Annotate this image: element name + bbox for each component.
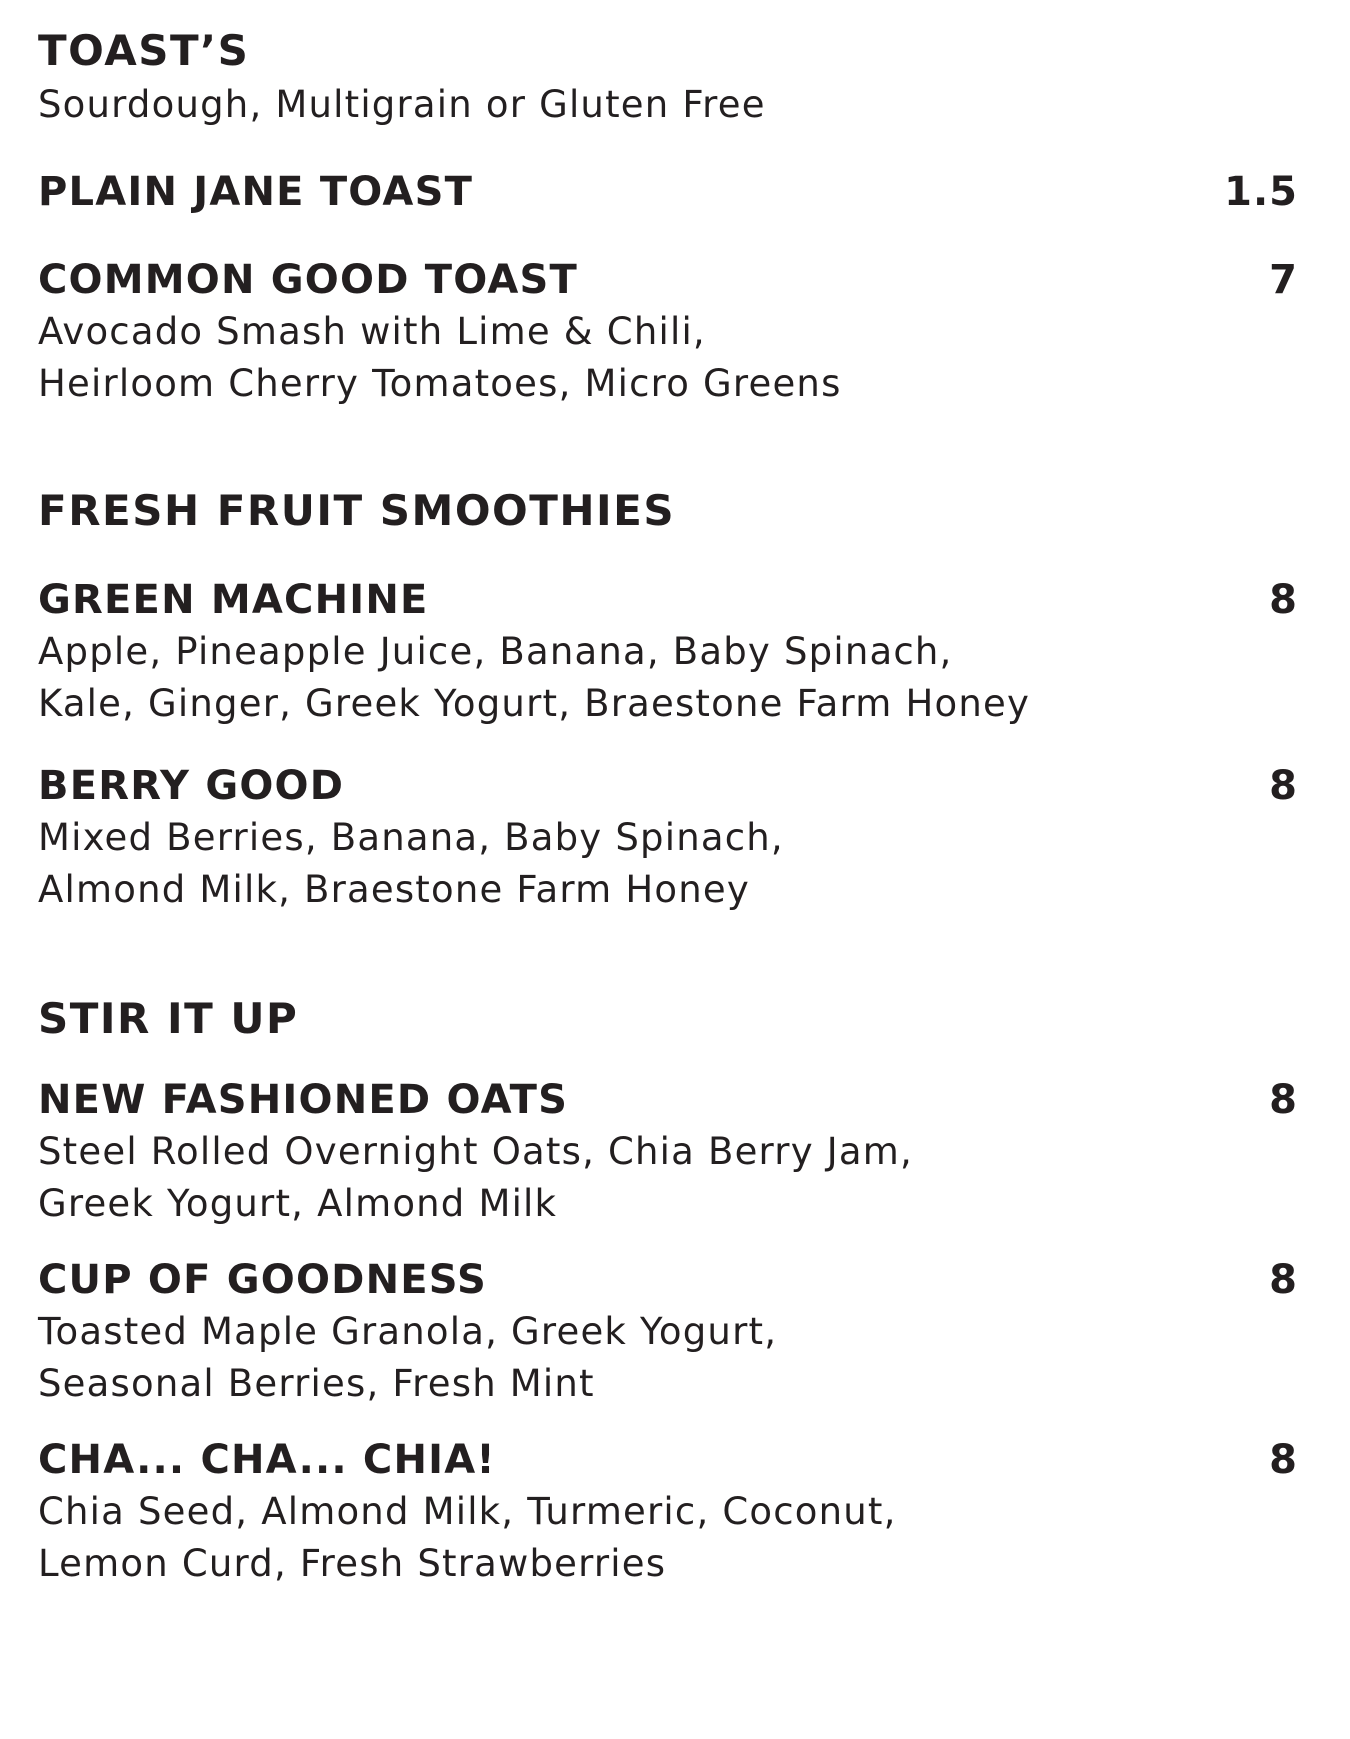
item-name: PLAIN JANE TOAST <box>38 169 474 215</box>
item-price: 8 <box>1269 1077 1298 1123</box>
menu-item <box>38 1434 1298 1590</box>
item-description <box>38 1486 1298 1590</box>
item-price: 1.5 <box>1224 169 1298 215</box>
description-line: Almond Milk, Braestone Farm Honey <box>38 868 750 911</box>
item-name: NEW FASHIONED OATS <box>38 1077 569 1123</box>
item-name: CUP OF GOODNESS <box>38 1257 487 1303</box>
description-line: Apple, Pineapple Juice, Banana, Baby Spinach, <box>38 630 953 673</box>
item-description <box>38 626 1298 730</box>
description-line: Lemon Curd, Fresh Strawberries <box>38 1542 667 1585</box>
item-name: COMMON GOOD TOAST <box>38 257 579 303</box>
section-title: STIR IT UP <box>38 994 299 1043</box>
item-price: 7 <box>1269 257 1298 303</box>
menu-item <box>38 1074 1298 1230</box>
section-subtitle: Sourdough, Multigrain or Gluten Free <box>38 83 766 126</box>
description-line: Toasted Maple Granola, Greek Yogurt, <box>38 1310 778 1353</box>
description-line: Greek Yogurt, Almond Milk <box>38 1182 558 1225</box>
menu-item <box>38 760 1298 916</box>
description-line: Steel Rolled Overnight Oats, Chia Berry Jam, <box>38 1130 913 1173</box>
section-stir-it-up <box>38 992 1298 1590</box>
description-line: Avocado Smash with Lime & Chili, <box>38 310 706 353</box>
item-price: 8 <box>1269 577 1298 623</box>
item-description <box>38 812 1298 916</box>
menu-item <box>38 254 1298 410</box>
section-title: FRESH FRUIT SMOOTHIES <box>38 486 676 535</box>
section-title: TOAST’S <box>38 26 250 75</box>
item-description <box>38 1126 1298 1230</box>
menu-item <box>38 574 1298 730</box>
description-line: Seasonal Berries, Fresh Mint <box>38 1362 595 1405</box>
item-price: 8 <box>1269 1257 1298 1303</box>
section-toasts <box>38 24 1298 410</box>
item-name: BERRY GOOD <box>38 763 345 809</box>
description-line: Mixed Berries, Banana, Baby Spinach, <box>38 816 784 859</box>
menu <box>38 24 1298 1590</box>
item-name: CHA... CHA... CHIA! <box>38 1437 496 1483</box>
menu-item <box>38 1254 1298 1410</box>
menu-item <box>38 166 1298 218</box>
item-name: GREEN MACHINE <box>38 577 429 623</box>
item-description <box>38 1306 1298 1410</box>
section-smoothies <box>38 484 1298 916</box>
item-price: 8 <box>1269 1437 1298 1483</box>
item-price: 8 <box>1269 763 1298 809</box>
description-line: Kale, Ginger, Greek Yogurt, Braestone Farm Honey <box>38 682 1031 725</box>
description-line: Heirloom Cherry Tomatoes, Micro Greens <box>38 362 842 405</box>
item-description <box>38 306 1298 410</box>
description-line: Chia Seed, Almond Milk, Turmeric, Coconut, <box>38 1490 897 1533</box>
